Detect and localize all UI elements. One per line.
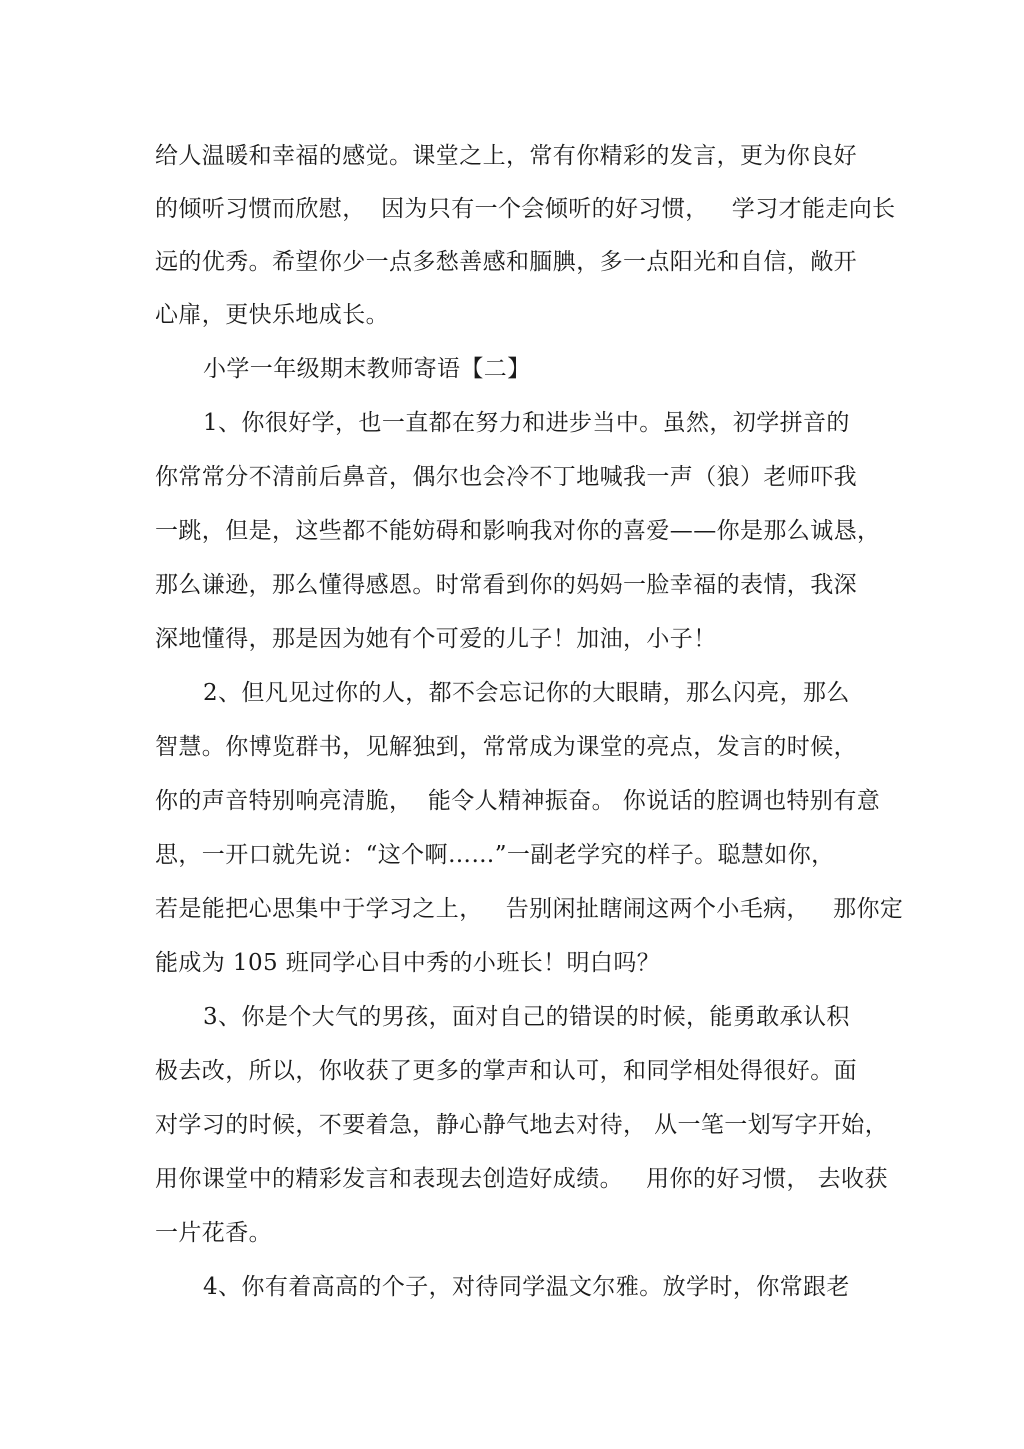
text-line: 1、你很好学，也一直都在努力和进步当中。虽然，初学拼音的 xyxy=(203,410,850,436)
text-line: 2、但凡见过你的人，都不会忘记你的大眼睛，那么闪亮，那么 xyxy=(203,680,850,706)
text-line: 4、你有着高高的个子，对待同学温文尔雅。放学时，你常跟老 xyxy=(203,1274,850,1300)
text-line: 远的优秀。希望你少一点多愁善感和腼腆，多一点阳光和自信，敞开 xyxy=(155,249,857,275)
text-line: 能成为 105 班同学心目中秀的小班长！明白吗？ xyxy=(155,950,661,976)
text-line: 的倾听习惯而欣慰， 因为只有一个会倾听的好习惯， 学习才能走向长 xyxy=(155,196,896,222)
text-line: 3、你是个大气的男孩，面对自己的错误的时候，能勇敢承认积 xyxy=(203,1004,850,1030)
text-line: 你的声音特别响亮清脆， 能令人精神振奋。 你说话的腔调也特别有意 xyxy=(155,788,881,814)
text-line: 用你课堂中的精彩发言和表现去创造好成绩。 用你的好习惯， 去收获 xyxy=(155,1166,888,1192)
text-line: 思，一开口就先说：“这个啊……”一副老学究的样子。聪慧如你， xyxy=(155,842,835,868)
text-line: 若是能把心思集中于学习之上， 告别闲扯瞎闹这两个小毛病， 那你定 xyxy=(155,896,904,922)
text-line: 智慧。你博览群书，见解独到，常常成为课堂的亮点，发言的时候， xyxy=(155,734,857,760)
section-heading: 小学一年级期末教师寄语【二】 xyxy=(203,356,531,382)
text-line: 心扉，更快乐地成长。 xyxy=(155,302,389,328)
text-line: 深地懂得，那是因为她有个可爱的儿子！加油，小子！ xyxy=(155,626,717,652)
text-line: 给人温暖和幸福的感觉。课堂之上，常有你精彩的发言，更为你良好 xyxy=(155,143,857,169)
text-line: 那么谦逊，那么懂得感恩。时常看到你的妈妈一脸幸福的表情，我深 xyxy=(155,572,857,598)
text-line: 你常常分不清前后鼻音，偶尔也会冷不丁地喊我一声（狼）老师吓我 xyxy=(155,464,857,490)
text-line: 极去改，所以，你收获了更多的掌声和认可，和同学相处得很好。面 xyxy=(155,1058,857,1084)
text-line: 一片花香。 xyxy=(155,1220,272,1246)
text-line: 对学习的时候，不要着急，静心静气地去对待， 从一笔一划写字开始， xyxy=(155,1112,889,1138)
text-line: 一跳，但是，这些都不能妨碍和影响我对你的喜爱——你是那么诚恳， xyxy=(155,518,881,544)
